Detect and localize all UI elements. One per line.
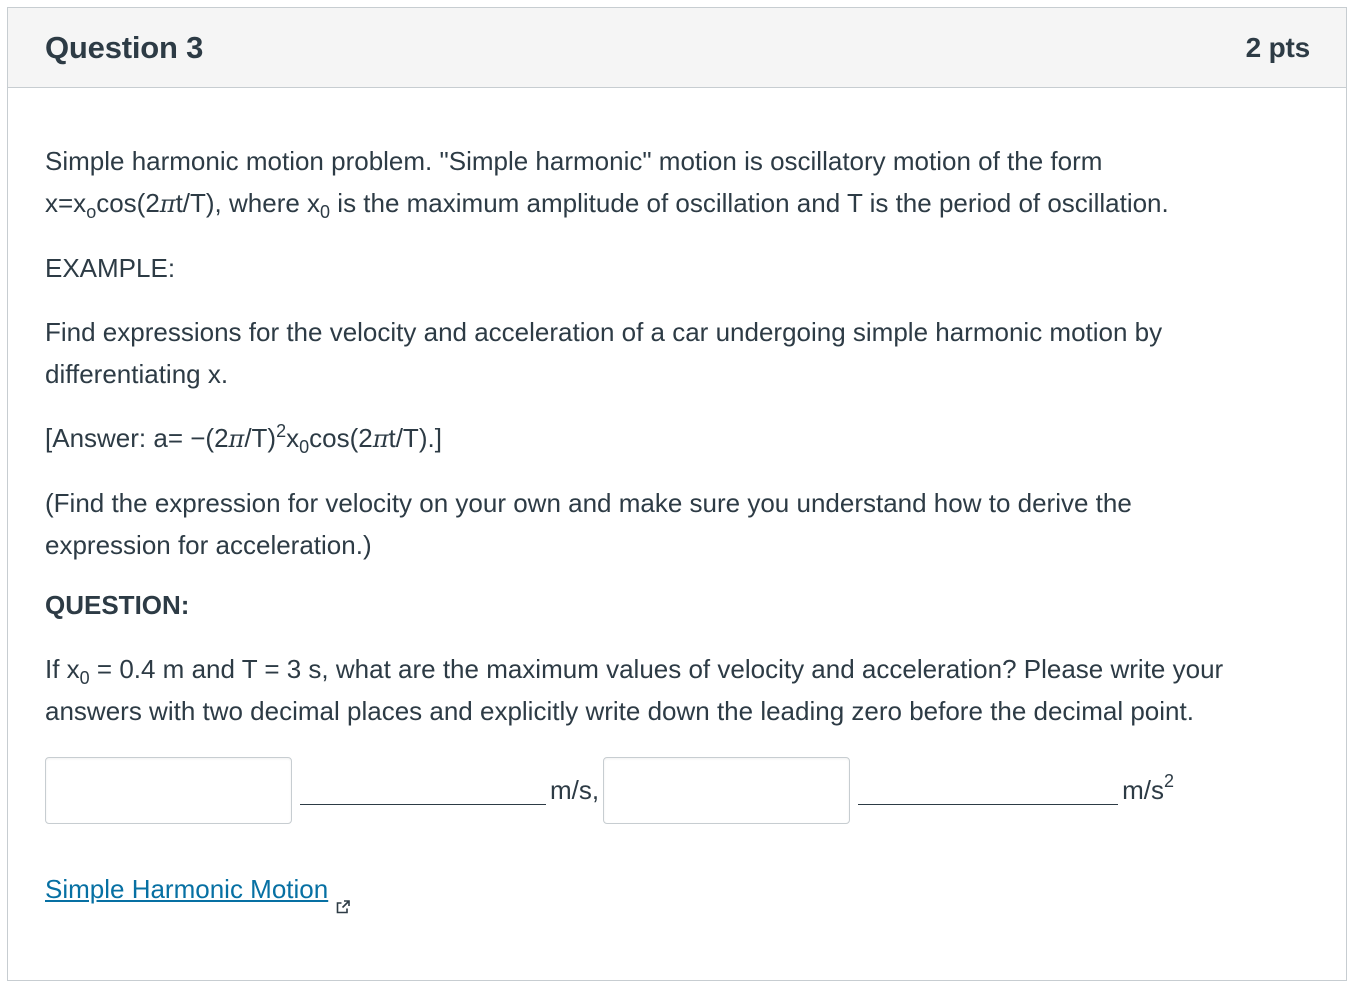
acceleration-unit-sup: 2 <box>1164 771 1175 791</box>
intro-text-1: Simple harmonic motion problem. "Simple harmonic" motion is oscillatory motion of the form <box>45 146 1103 176</box>
link-row <box>45 868 1306 910</box>
question-paragraph <box>45 648 1307 732</box>
answer-sup: 2 <box>276 421 287 441</box>
q-sub: 0 <box>79 668 90 688</box>
find-paragraph: Find expressions for the velocity and acceleration of a car undergoing simple harmonic motion by differentiating x. <box>45 317 1163 389</box>
pi-symbol: π <box>372 425 389 453</box>
note-paragraph: (Find the expression for velocity on your own and make sure you understand how to derive the expression for acceleration.) <box>45 488 1132 560</box>
answer-row <box>45 756 1306 824</box>
simple-harmonic-motion-link[interactable]: Simple Harmonic Motion <box>45 874 329 904</box>
intro-cos: cos(2 <box>96 188 160 218</box>
intro-paragraph <box>45 140 1306 225</box>
question-header <box>8 8 1346 88</box>
intro-sub-o: o <box>86 202 97 222</box>
intro-sub-0: 0 <box>320 202 331 222</box>
answer-paragraph <box>45 417 1306 460</box>
answer-end: t/T).] <box>388 423 442 453</box>
acceleration-input[interactable] <box>603 757 850 824</box>
answer-cos: cos(2 <box>309 423 373 453</box>
answer-prefix: [Answer: a= −(2 <box>45 423 229 453</box>
q-rest: = 0.4 m and T = 3 s, what are the maximum values of velocity and acceleration? Please write your answers with two decimal places and explicitly write down the leading zero before the decimal point. <box>45 654 1224 726</box>
answer-mid1: /T) <box>244 423 277 453</box>
velocity-input[interactable] <box>45 757 292 824</box>
question-card <box>7 7 1347 981</box>
intro-x-eq: x=x <box>45 188 87 218</box>
intro-rest: is the maximum amplitude of oscillation and T is the period of oscillation. <box>330 188 1169 218</box>
velocity-unit: m/s, <box>550 775 600 805</box>
velocity-blank-line <box>300 764 546 805</box>
question-points: 2 pts <box>1245 31 1310 63</box>
question-title: Question 3 <box>45 29 204 65</box>
acceleration-unit <box>1122 769 1174 811</box>
example-label: EXAMPLE: <box>45 253 176 283</box>
intro-tT: t/T), where x <box>175 188 321 218</box>
q-prefix: If x <box>45 654 80 684</box>
pi-symbol: π <box>228 425 245 453</box>
pi-symbol: π <box>159 190 176 218</box>
external-link-icon[interactable] <box>336 884 350 898</box>
answer-x: x <box>286 423 300 453</box>
acceleration-unit-base: m/s <box>1122 775 1164 805</box>
question-label: QUESTION: <box>45 590 190 620</box>
acceleration-blank-line <box>858 764 1118 805</box>
question-body <box>8 88 1346 910</box>
answer-sub: 0 <box>299 437 310 457</box>
